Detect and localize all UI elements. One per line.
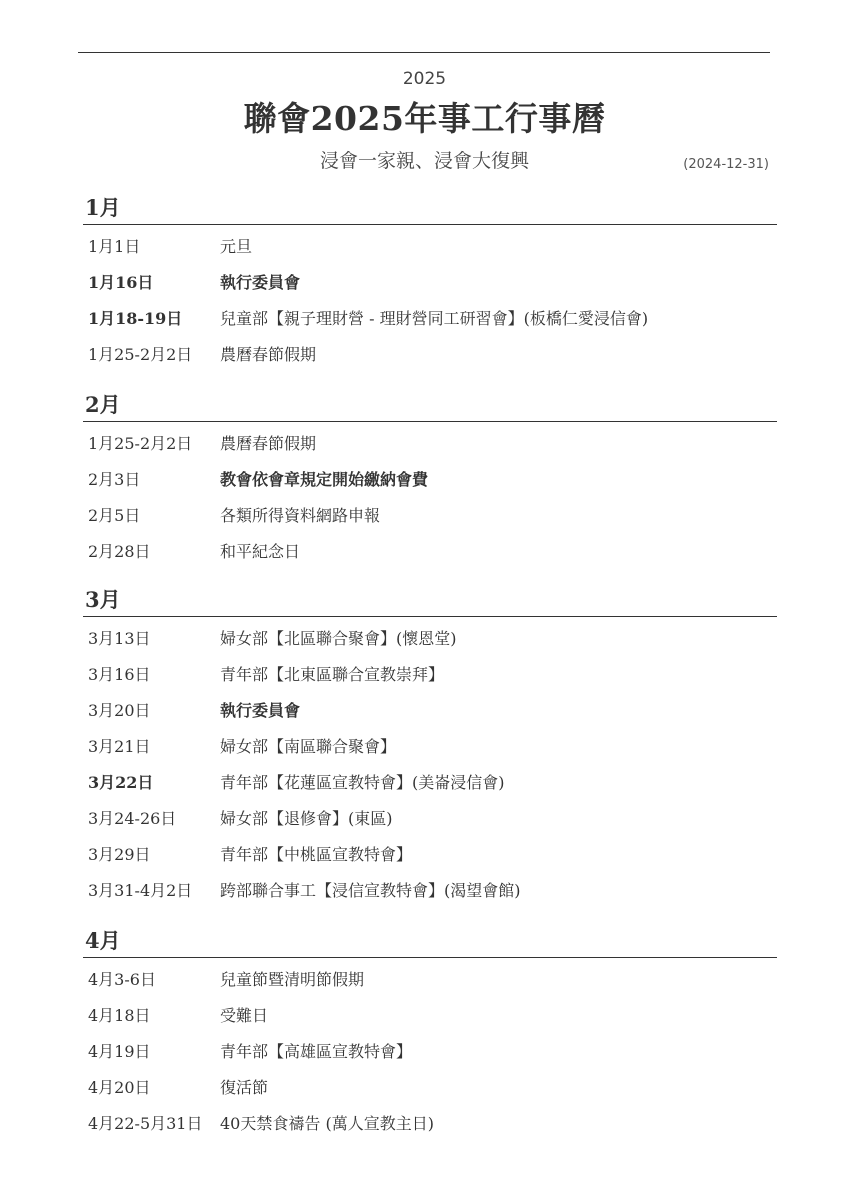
- update-date: (2024-12-31): [683, 157, 769, 172]
- event-date: 1月16日: [88, 273, 154, 292]
- event-desc: 青年部【中桃區宣教特會】: [220, 845, 413, 864]
- event-desc: 婦女部【南區聯合聚會】: [220, 737, 397, 756]
- event-date: 4月18日: [88, 1006, 151, 1025]
- header-year: 2025: [402, 69, 447, 89]
- event-row: [83, 801, 777, 837]
- event-date: 1月1日: [88, 237, 141, 256]
- month-heading: 3月: [85, 587, 121, 612]
- page-title: 聯會2025年事工行事曆: [243, 99, 606, 138]
- event-date: 4月3-6日: [88, 970, 156, 989]
- event-row: [83, 621, 777, 657]
- month-heading: 4月: [85, 928, 121, 953]
- month-section-apr: [83, 925, 777, 1142]
- event-row: [83, 498, 777, 534]
- event-desc: 元旦: [220, 237, 253, 256]
- event-row: [83, 962, 777, 998]
- month-section-jan: [83, 192, 777, 373]
- event-desc: 農曆春節假期: [220, 345, 317, 364]
- event-row: [83, 229, 777, 265]
- event-row: [83, 693, 777, 729]
- event-row: [83, 337, 777, 373]
- event-date: 2月3日: [88, 470, 141, 489]
- month-divider: [83, 957, 777, 958]
- event-row: [83, 873, 777, 909]
- event-desc: 執行委員會: [220, 701, 301, 720]
- event-desc: 40天禁食禱告 (萬人宣教主日): [220, 1114, 434, 1133]
- month-section-mar: [83, 584, 777, 909]
- event-date: 2月5日: [88, 506, 141, 525]
- event-row: [83, 765, 777, 801]
- event-date: 3月22日: [88, 773, 154, 792]
- page-subtitle: 浸會一家親、浸會大復興: [319, 150, 529, 172]
- event-date: 3月16日: [88, 665, 151, 684]
- event-date: 4月20日: [88, 1078, 151, 1097]
- month-divider: [83, 616, 777, 617]
- event-date: 3月29日: [88, 845, 151, 864]
- month-heading: 2月: [85, 392, 121, 417]
- event-row: [83, 265, 777, 301]
- event-desc: 跨部聯合事工【浸信宣教特會】(渴望會館): [220, 881, 521, 900]
- event-desc: 婦女部【退修會】(東區): [220, 809, 393, 828]
- event-date: 3月24-26日: [88, 809, 177, 828]
- event-row: [83, 462, 777, 498]
- event-desc: 復活節: [220, 1078, 269, 1097]
- event-desc: 受難日: [220, 1006, 269, 1025]
- month-divider: [83, 421, 777, 422]
- event-row: [83, 729, 777, 765]
- event-desc: 兒童節暨清明節假期: [220, 970, 365, 989]
- month-heading: 1月: [85, 195, 121, 220]
- event-date: 1月25-2月2日: [88, 345, 193, 364]
- event-desc: 各類所得資料網路申報: [220, 506, 381, 525]
- event-desc: 兒童部【親子理財營 - 理財營同工研習會】(板橋仁愛浸信會): [220, 309, 649, 328]
- event-row: [83, 1106, 777, 1142]
- top-rule: [78, 52, 770, 53]
- event-date: 3月13日: [88, 629, 151, 648]
- event-date: 3月20日: [88, 701, 151, 720]
- event-row: [83, 837, 777, 873]
- event-desc: 婦女部【北區聯合聚會】(懷恩堂): [220, 629, 457, 648]
- event-desc: 執行委員會: [220, 273, 301, 292]
- event-desc: 青年部【北東區聯合宣教崇拜】: [220, 665, 445, 684]
- event-row: [83, 998, 777, 1034]
- event-row: [83, 534, 777, 570]
- event-row: [83, 1034, 777, 1070]
- event-row: [83, 1070, 777, 1106]
- event-date: 3月21日: [88, 737, 151, 756]
- event-row: [83, 426, 777, 462]
- event-desc: 青年部【高雄區宣教特會】: [220, 1042, 413, 1061]
- event-desc: 和平紀念日: [220, 542, 301, 561]
- month-section-feb: [83, 389, 777, 570]
- event-desc: 教會依會章規定開始繳納會費: [220, 470, 429, 489]
- event-desc: 農曆春節假期: [220, 434, 317, 453]
- month-divider: [83, 224, 777, 225]
- event-date: 3月31-4月2日: [88, 881, 193, 900]
- event-date: 4月22-5月31日: [88, 1114, 203, 1133]
- event-date: 2月28日: [88, 542, 151, 561]
- event-date: 1月18-19日: [88, 309, 183, 328]
- event-row: [83, 301, 777, 337]
- event-desc: 青年部【花蓮區宣教特會】(美崙浸信會): [220, 773, 505, 792]
- event-date: 1月25-2月2日: [88, 434, 193, 453]
- event-row: [83, 657, 777, 693]
- event-date: 4月19日: [88, 1042, 151, 1061]
